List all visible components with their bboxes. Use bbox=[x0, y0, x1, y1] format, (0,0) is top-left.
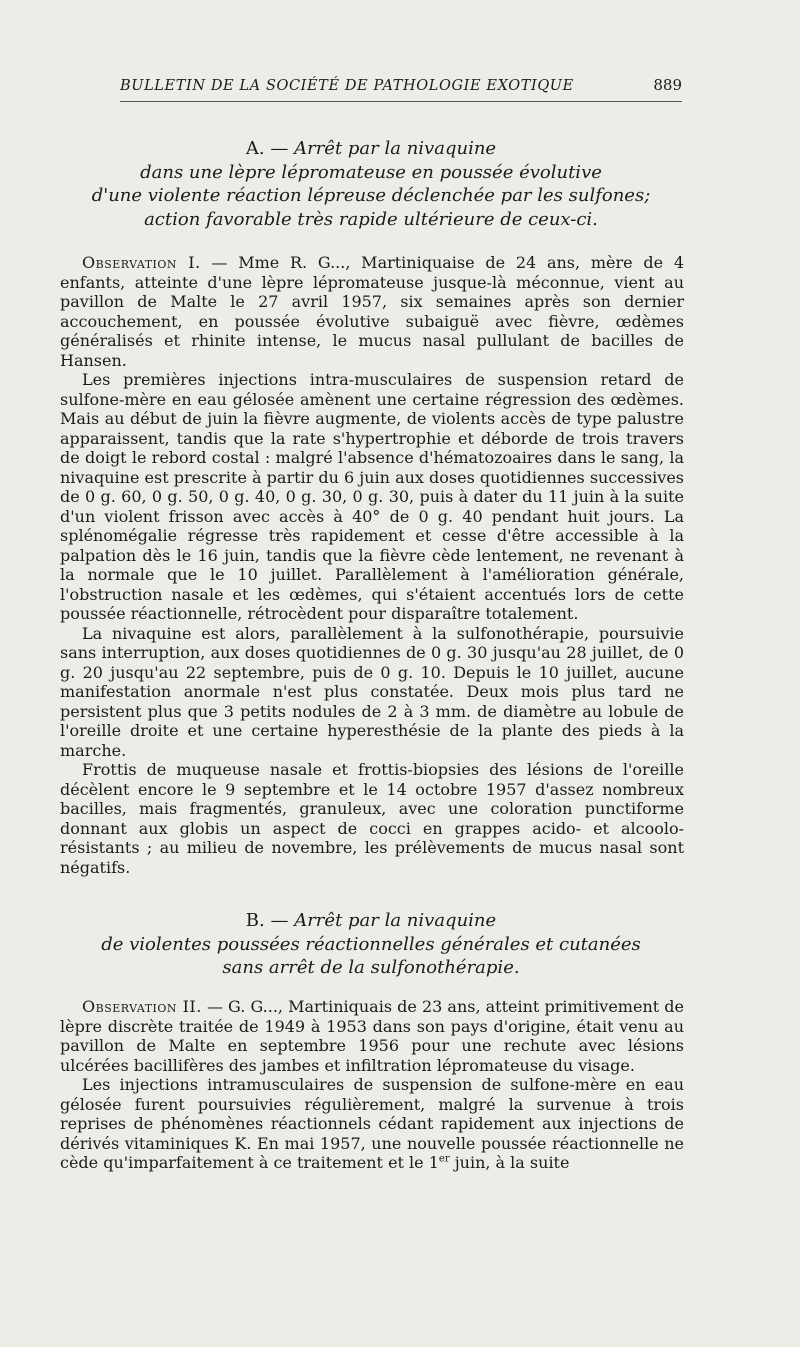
section-b-heading-line: de violentes poussées réactionnelles générales et cutanées bbox=[101, 933, 641, 955]
observation-1 bbox=[60, 253, 684, 877]
observation-1-paragraph: Frottis de muqueuse nasale et frottis-biopsies des lésions de l'oreille décèlent encore le 9 septembre et le 14 octobre 1957 d'assez nombreux bacilles, mais fragmentés, granuleux, avec une coloration punctiforme donnant aux globis un aspect de cocci en grappes acido- et alcoolo-résistants ; au milieu de novembre, les prélèvements de mucus nasal sont négatifs. bbox=[60, 760, 684, 877]
section-b-heading-line: B. — Arrêt par la nivaquine bbox=[245, 910, 497, 931]
section-b-heading-line: sans arrêt de la sulfonothérapie. bbox=[222, 957, 520, 978]
section-a-heading bbox=[60, 137, 682, 231]
observation-1-paragraph: Observation I. — Mme R. G..., Martiniquaise de 24 ans, mère de 4 enfants, atteinte d'une lèpre lépromateuse jusque-là méconnue, vient au pavillon de Malte le 27 avril 1957, six semaines après son dernier accouchement, en poussée évolutive subaiguë avec fièvre, œdèmes généralisés et rhinite intense, le mucus nasal pullulant de bacilles de Hansen. bbox=[60, 253, 684, 370]
header-rule bbox=[120, 101, 682, 102]
observation-1-paragraph: Les premières injections intra-musculaires de suspension retard de sulfone-mère en eau gélosée amènent une certaine régression des œdèmes. Mais au début de juin la fièvre augmente, de violents accès de type palustre apparaissent, tandis que la rate s'hypertrophie et déborde de trois travers de doigt le rebord costal : malgré l'absence d'hématozoaires dans le sang, la nivaquine est prescrite à partir du 6 juin aux doses quotidiennes successives de 0 g. 60, 0 g. 50, 0 g. 40, 0 g. 30, 0 g. 30, puis à dater du 11 juin à la suite d'un violent frisson avec accès à 40° de 0 g. 40 pendant huit jours. La splénomégalie régresse très rapidement et cesse d'être accessible à la palpation dès le 16 juin, tandis que la fièvre cède lentement, ne revenant à la normale que le 10 juillet. Parallèlement à l'amélioration générale, l'obstruction nasale et les œdèmes, qui s'étaient accentués lors de cette poussée réactionnelle, rétrocèdent pour disparaître totalement. bbox=[60, 370, 684, 623]
observation-2-paragraph: Les injections intramusculaires de suspension de sulfone-mère en eau gélosée furent poursuivies régulièrement, malgré la survenue à trois reprises de phénomènes réactionnels cédant rapidement aux injections de dérivés vitaminiques K. En mai 1957, une nouvelle poussée réactionnelle ne cède qu'imparfaitement à ce traitement et le 1er juin, à la suite bbox=[60, 1075, 684, 1172]
observation-1-label: Observation I. bbox=[82, 253, 201, 272]
observation-2-paragraph: Observation II. — G. G..., Martiniquais de 23 ans, atteint primitivement de lèpre discrète traitée de 1949 à 1953 dans son pays d'origine, était venu au pavillon de Malte en septembre 1956 pour une rechute avec lésions ulcérées bacillifères des jambes et infiltration lépromateuse du visage. bbox=[60, 997, 684, 1075]
observation-1-paragraph: La nivaquine est alors, parallèlement à la sulfonothérapie, poursuivie sans interruption, aux doses quotidiennes de 0 g. 30 jusqu'au 28 juillet, de 0 g. 20 jusqu'au 22 septembre, puis de 0 g. 10. Depuis le 10 juillet, aucune manifestation anormale n'est plus constatée. Deux mois plus tard ne persistent plus que 3 petits nodules de 2 à 3 mm. de diamètre au lobule de l'oreille droite et une certaine hyperesthésie de la plante des pieds à la marche. bbox=[60, 623, 684, 760]
section-a-heading-line: d'une violente réaction lépreuse déclenchée par les sulfones; bbox=[91, 185, 651, 206]
observation-2-label: Observation II. bbox=[82, 997, 202, 1016]
running-header bbox=[120, 76, 682, 94]
page-number: 889 bbox=[653, 76, 682, 94]
superscript: er bbox=[438, 1153, 450, 1165]
section-b-label: B. — bbox=[245, 910, 289, 931]
observation-2 bbox=[60, 997, 684, 1173]
section-a-heading-line: action favorable très rapide ultérieure de ceux-ci. bbox=[144, 208, 598, 230]
running-title: BULLETIN DE LA SOCIÉTÉ DE PATHOLOGIE EXOTIQUE bbox=[120, 78, 574, 94]
section-a-heading-line: A. — Arrêt par la nivaquine bbox=[245, 138, 497, 159]
section-a-heading-line: dans une lèpre lépromateuse en poussée évolutive bbox=[140, 161, 602, 183]
section-a-label: A. — bbox=[245, 138, 289, 159]
section-b-heading bbox=[60, 909, 682, 980]
